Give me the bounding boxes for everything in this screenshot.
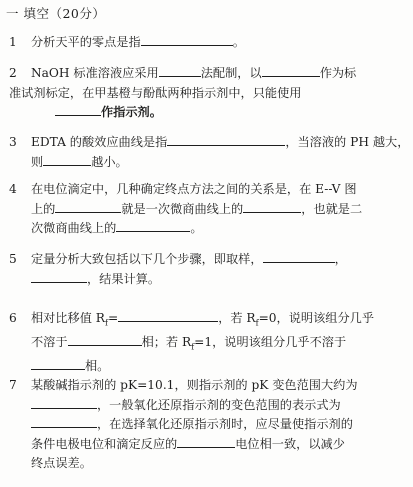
question-text: 电位相一致，以减少 [235,436,345,451]
question-text: 在电位滴定中，几种确定终点方法之间的关系是，在 E--V 图 [31,182,357,196]
subscript: f [191,342,195,352]
answer-blank[interactable] [31,357,85,370]
question-number: 3 [9,135,17,149]
question-text: 次微商曲线上的 [31,221,117,235]
question-text: 。 [190,221,203,235]
question-number: 4 [9,182,17,196]
answer-blank[interactable] [243,200,301,213]
question-text: ，也就是二 [301,201,363,216]
question-text: 越小。 [91,154,128,169]
question-3 [9,133,409,172]
question-text: ，结果计算。 [87,271,161,286]
question-text: 法配制，以 [200,66,262,80]
question-text: ， [334,252,347,266]
question-text: 分析天平的零点是指 [31,35,141,49]
question-2 [9,64,409,123]
question-6 [9,309,409,376]
answer-blank[interactable] [177,435,235,448]
section-heading: 一 填空（20分） [6,6,106,21]
answer-blank[interactable] [167,133,285,146]
question-1 [9,33,409,53]
question-5 [9,250,409,289]
question-4 [9,180,409,239]
question-text: 作为标 [319,66,357,80]
answer-blank[interactable] [31,396,97,409]
answer-blank[interactable] [262,64,320,77]
question-text: 就是一次微商曲线上的 [121,201,244,216]
question-number: 6 [9,311,17,325]
question-text: ，在选择氧化还原指示剂时，应尽量使指示剂的 [97,417,353,431]
question-number: 2 [9,66,17,80]
answer-blank[interactable] [263,250,335,263]
question-text: =0，说明该组分几乎 [258,311,375,325]
question-text: 相。 [85,358,110,373]
question-number: 7 [9,378,17,392]
answer-blank[interactable] [68,333,142,346]
subscript: f [255,318,259,328]
answer-blank[interactable] [159,64,201,77]
question-text: NaOH 标准溶液应采用 [31,66,159,80]
question-text: 上的 [31,201,56,216]
question-text: ，若 R [218,311,256,325]
question-7 [9,376,409,474]
question-number: 1 [9,35,17,49]
question-text: EDTA 的酸效应曲线是指 [31,135,168,149]
question-text: = [107,311,119,325]
question-text: 相；若 R [141,334,192,349]
answer-blank[interactable] [43,153,91,166]
answer-blank[interactable] [141,33,233,46]
question-text: 则 [31,154,44,169]
question-text: =1，说明该组分几乎不溶于 [194,334,347,349]
answer-blank[interactable] [31,415,97,428]
question-number: 5 [9,252,17,266]
question-text: 某酸碱指示剂的 pK=10.1，则指示剂的 pK 变色范围大约为 [31,378,358,392]
question-text: 作指示剂。 [101,105,162,119]
subscript: f [105,318,108,328]
question-text: 条件电极电位和滴定反应的 [31,436,178,451]
question-text: 终点误差。 [31,456,92,470]
answer-blank[interactable] [55,103,101,116]
question-text: 准试剂标定，在甲基橙与酚酞两种指示剂中，只能使用 [9,85,302,100]
question-text: 相对比移值 R [31,311,105,325]
answer-blank[interactable] [116,219,190,232]
answer-blank[interactable] [118,309,218,322]
answer-blank[interactable] [31,270,87,283]
question-text: ，一般氧化还原指示剂的变色范围的表示式为 [97,397,341,412]
question-text: 不溶于 [31,334,68,349]
question-text: 定量分析大致包括以下几个步骤，即取样， [31,252,263,266]
question-text: 。 [232,35,245,49]
question-text: ，当溶液的 PH 越大， [285,135,409,149]
answer-blank[interactable] [55,200,121,213]
